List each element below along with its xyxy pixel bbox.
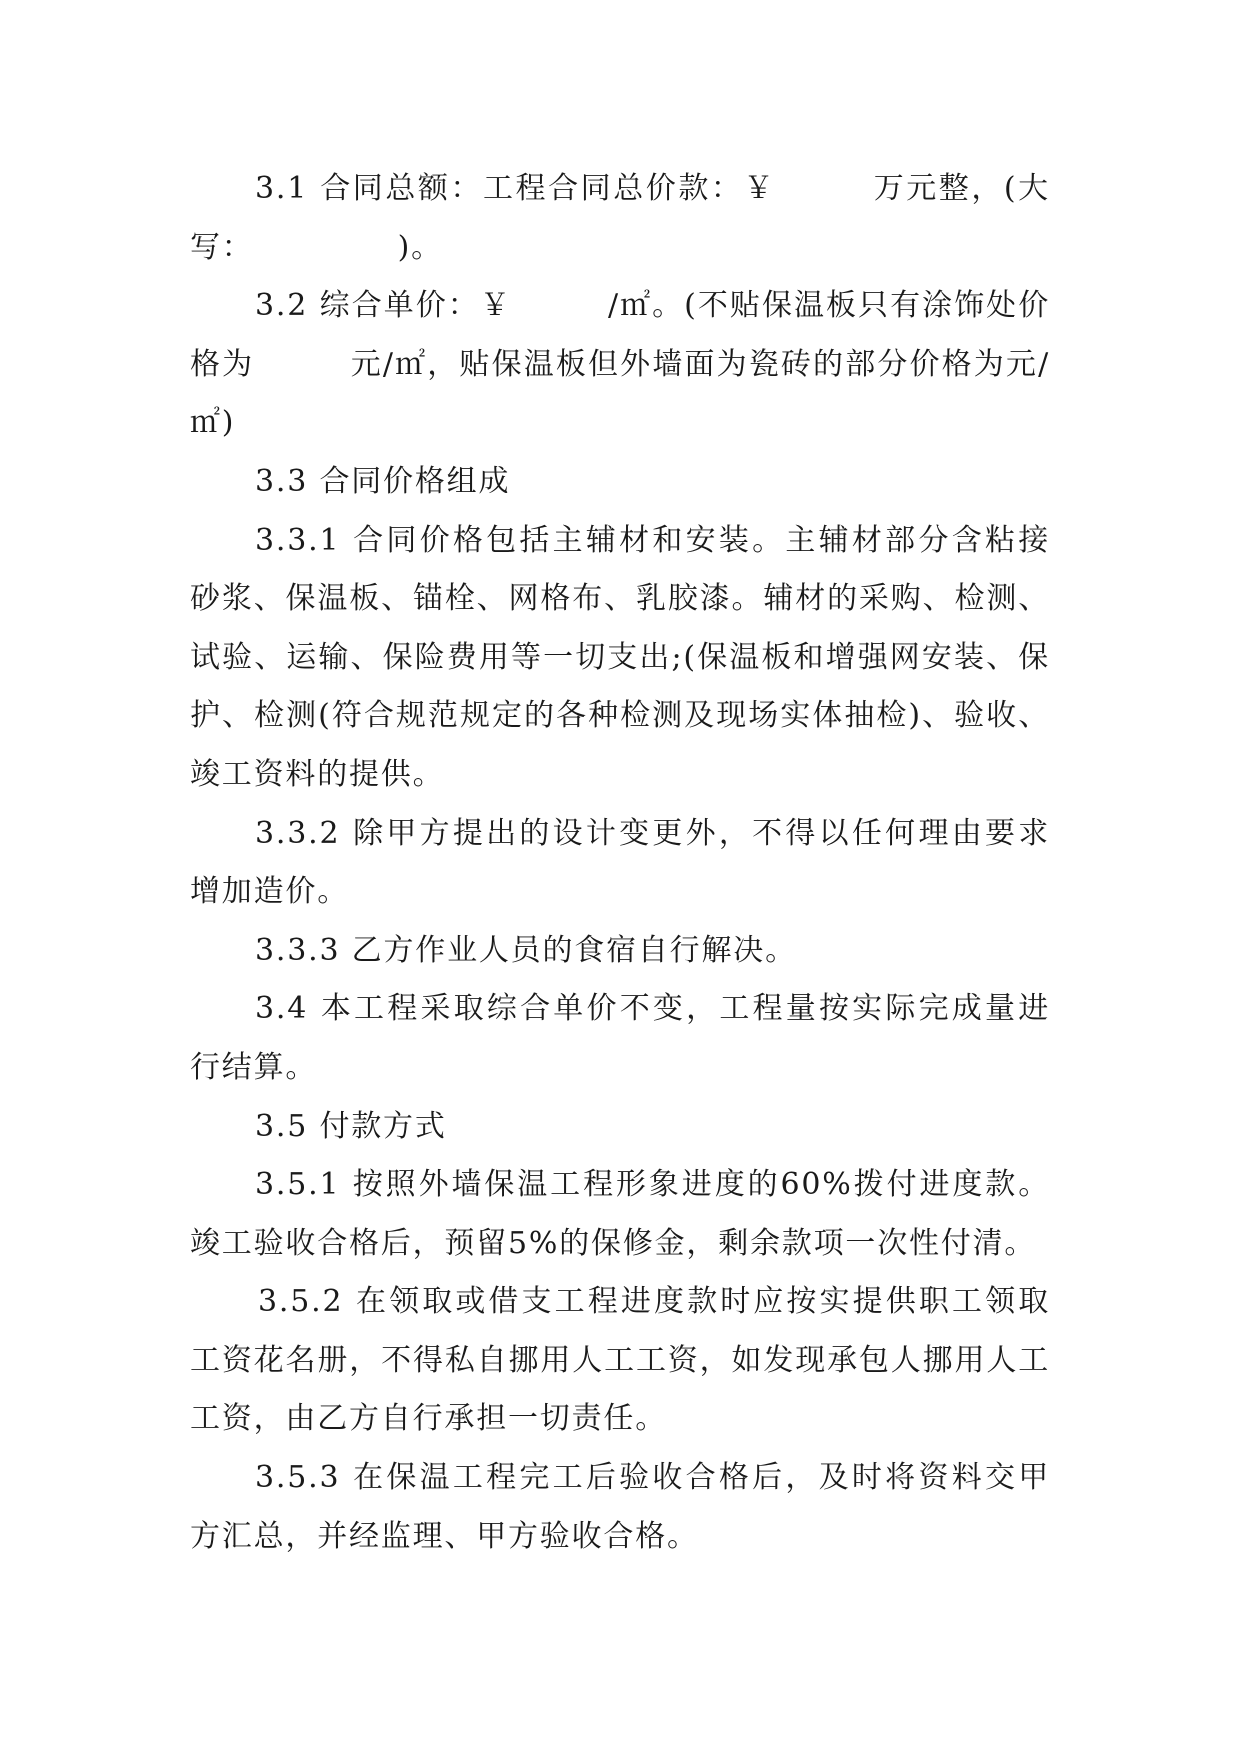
clause-3-5-1: 3.5.1 按照外墙保温工程形象进度的60%拨付进度款。竣工验收合格后，预留5%的保修金，剩余款项一次性付清。	[190, 1167, 1050, 1261]
clause-3-5-3: 3.5.3 在保温工程完工后验收合格后，及时将资料交甲方汇总，并经监理、甲方验收合格。	[190, 1460, 1050, 1554]
clause-3-3: 3.3 合同价格组成	[255, 463, 511, 499]
clause-3-5-2: 3.5.2 在领取或借支工程进度款时应按实提供职工领取工资花名册，不得私自挪用人工工资，如发现承包人挪用人工工资，由乙方自行承担一切责任。	[190, 1284, 1050, 1437]
clause-3-4: 3.4 本工程采取综合单价不变，工程量按实际完成量进行结算。	[190, 991, 1050, 1085]
clause-3-3-3: 3.3.3 乙方作业人员的食宿自行解决。	[255, 932, 797, 968]
clause-3-5: 3.5 付款方式	[255, 1108, 447, 1144]
document-body	[190, 160, 1050, 1566]
clause-3-3-2: 3.3.2 除甲方提出的设计变更外，不得以任何理由要求增加造价。	[190, 815, 1050, 910]
clause-3-3-1: 3.3.1 合同价格包括主辅材和安装。主辅材部分含粘接砂浆、保温板、锚栓、网格布、乳胶漆。辅材的采购、检测、试验、运输、保险费用等一切支出;(保温板和增强网安装、保护、检测(符合规范规定的各种检测及现场实体抽检)、验收、竣工资料的提供。	[190, 522, 1050, 792]
clause-3-2: 3.2 综合单价：￥ /㎡。(不贴保温板只有涂饰处价格为 元/㎡，贴保温板但外墙面为瓷砖的部分价格为元/㎡)	[190, 288, 1050, 441]
clause-3-1: 3.1 合同总额：工程合同总价款：￥ 万元整，(大写： )。	[190, 171, 1050, 265]
